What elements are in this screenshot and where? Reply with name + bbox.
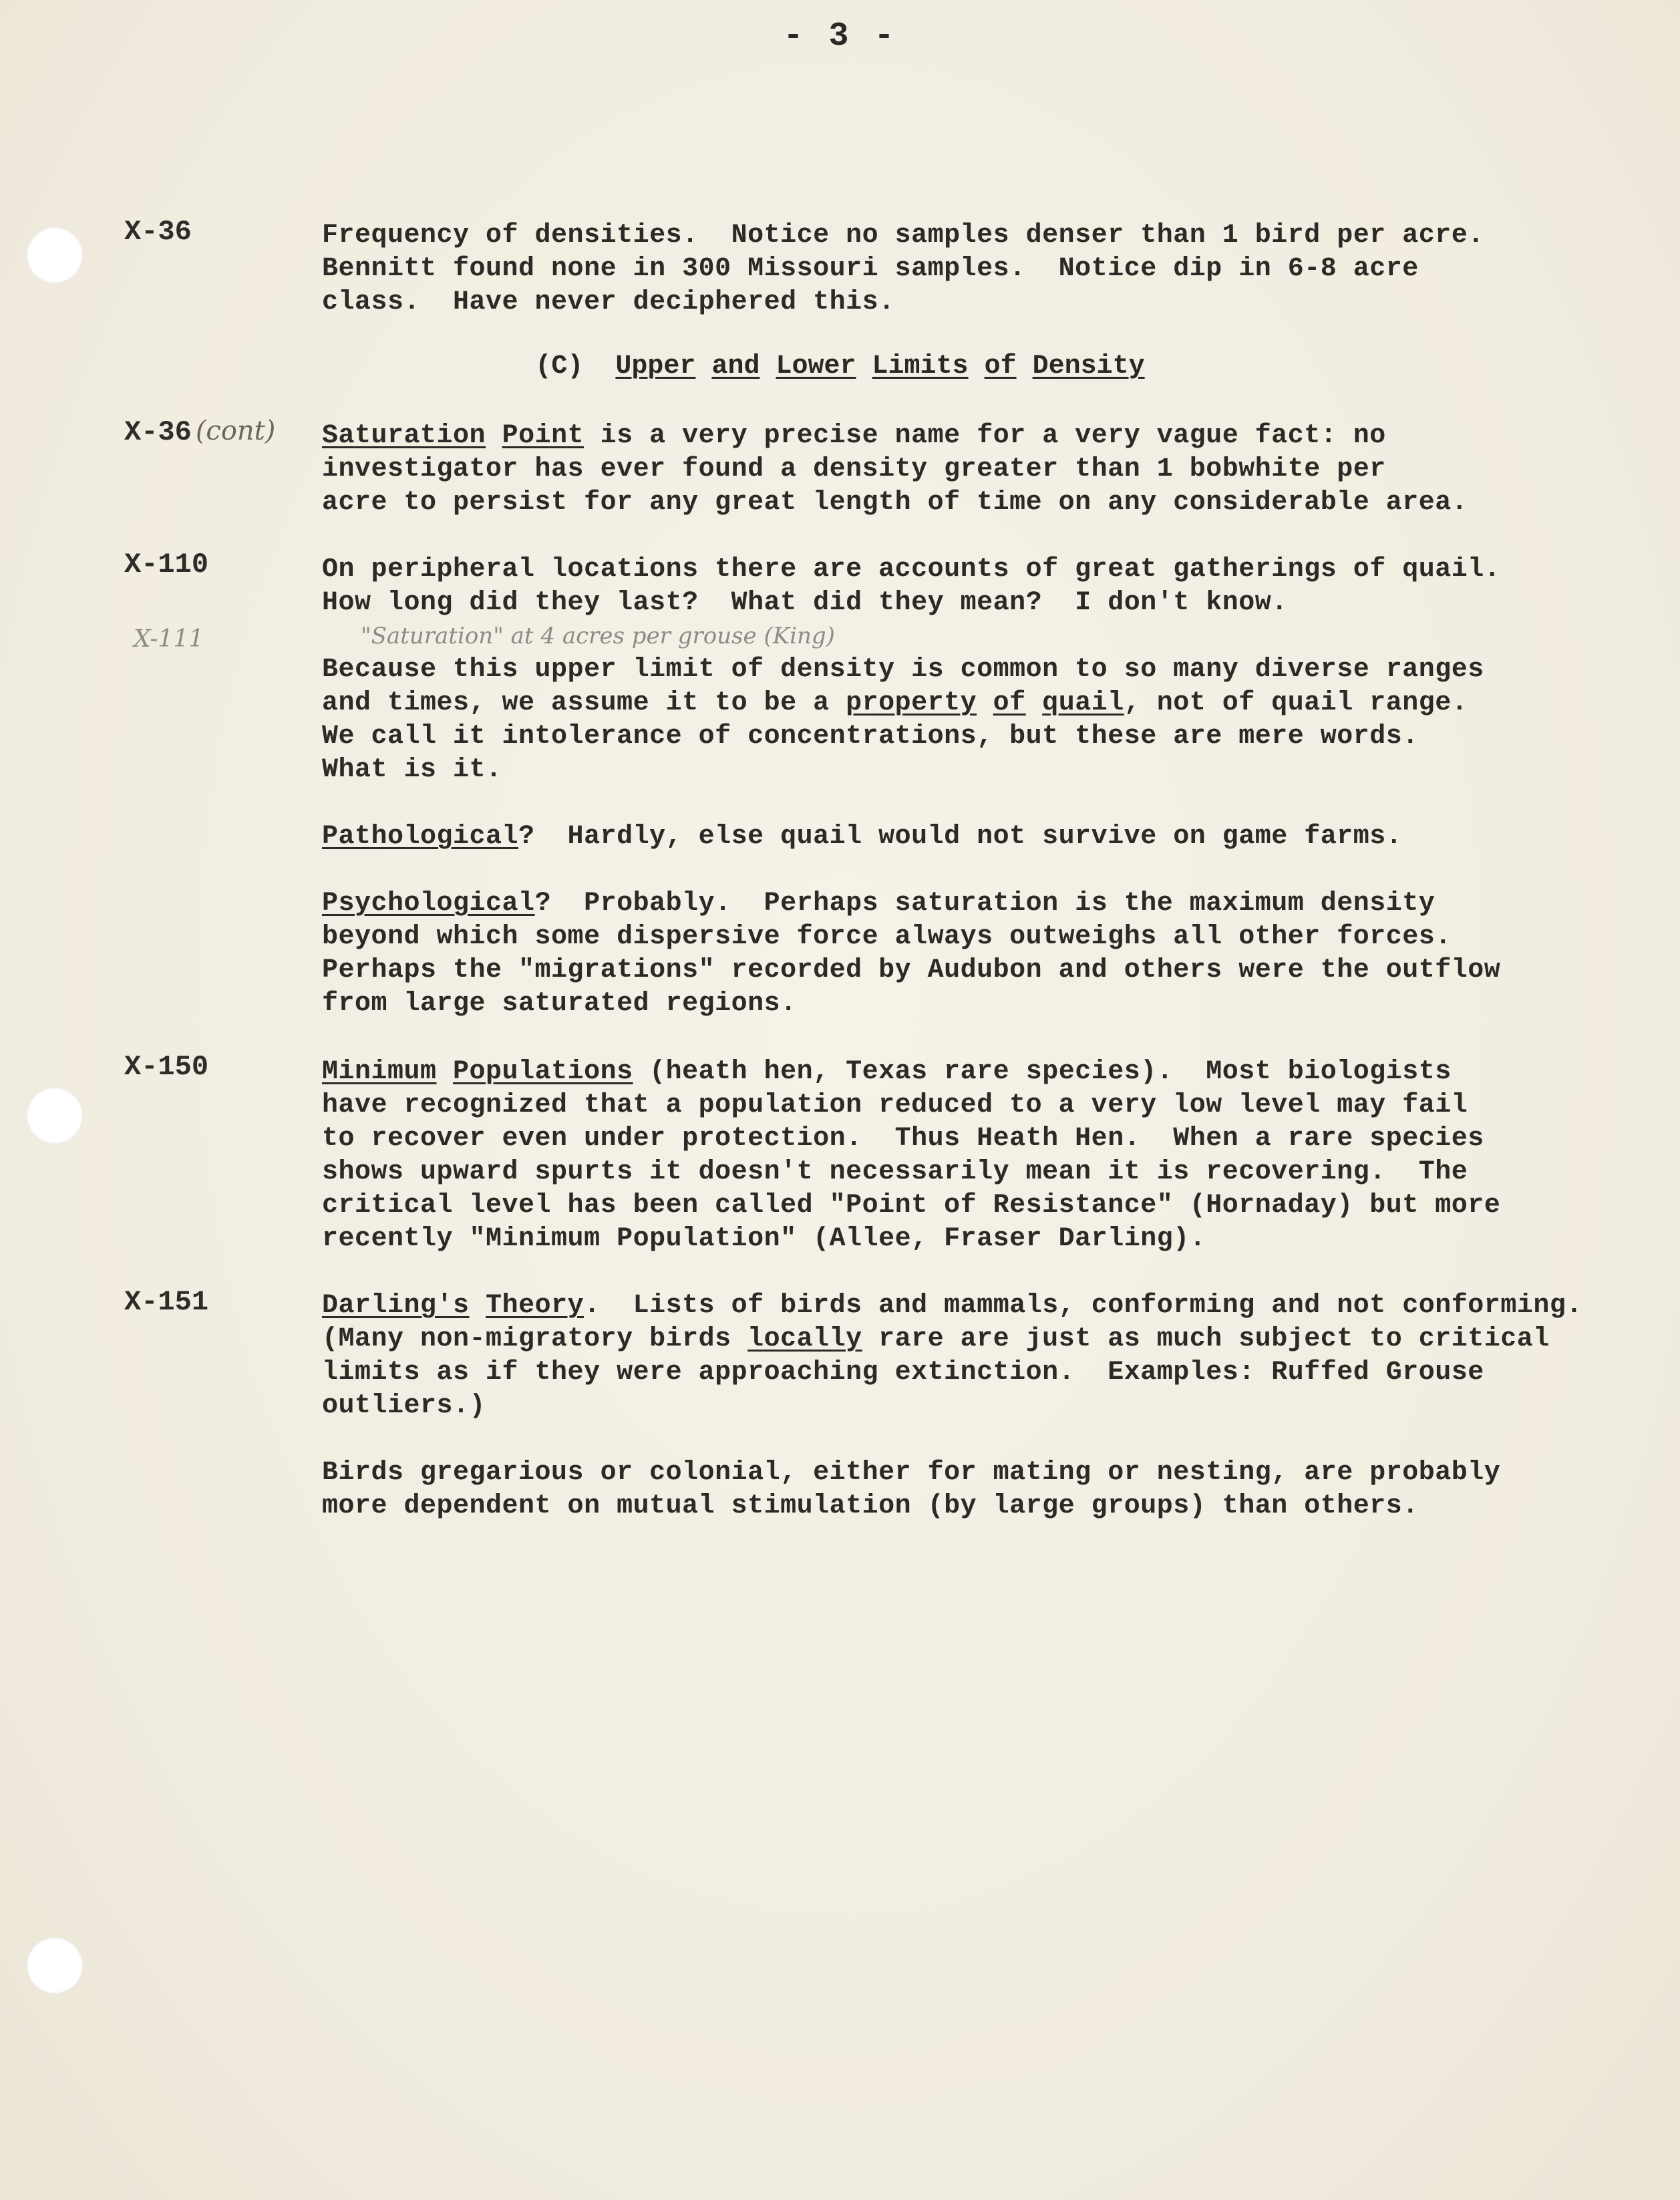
paragraph-upper-limit [322,653,1618,787]
heading-word: Density [1032,351,1145,381]
heading-word: and [711,351,760,381]
term-quail: quail [1042,688,1124,718]
text-line: Perhaps the "migrations" recorded by Audubon and others were the outflow [322,955,1501,985]
section-letter: (C) [535,351,584,381]
heading-word: Limits [872,351,969,381]
term-of: of [993,688,1026,718]
punch-hole-middle [27,1088,83,1144]
paragraph-minimum-populations [322,1056,1618,1256]
term-minimum: Minimum [322,1057,437,1087]
text-line: recently "Minimum Population" (Allee, Fraser Darling). [322,1224,1206,1254]
ref-label: X-36 [124,416,192,448]
text-line: have recognized that a population reduced to a very low level may fail [322,1090,1468,1120]
term-saturation: Saturation [322,421,486,451]
text-line: Bennitt found none in 300 Missouri samples. Notice dip in 6-8 acre [322,254,1419,284]
term-locally: locally [747,1324,862,1354]
text-fragment: ? Probably. Perhaps saturation is the maximum density [534,889,1436,919]
handwritten-cont-note: (cont) [195,416,276,446]
text-line [322,887,1618,921]
paragraph-frequency-of-densities [322,219,1618,319]
paragraph-gregarious-birds [322,1456,1618,1523]
text-line: more dependent on mutual stimulation (by large groups) than others. [322,1491,1419,1521]
heading-word: Upper [615,351,696,381]
heading-word: of [984,351,1017,381]
term-theory: Theory [486,1291,584,1321]
text-line: to recover even under protection. Thus Heath Hen. When a rare species [322,1124,1484,1154]
text-line: investigator has ever found a density greater than 1 bobwhite per [322,454,1386,484]
text-fragment: rare are just as much subject to critical [862,1324,1550,1354]
text-line: Because this upper limit of density is common to so many diverse ranges [322,655,1484,685]
text-line: What is it. [322,755,502,785]
paragraph-peripheral-locations [322,553,1618,620]
paragraph-psychological [322,887,1618,1021]
handwritten-ref-x-111: X-111 [134,625,204,653]
term-pathological: Pathological [322,822,519,852]
term-populations: Populations [453,1057,633,1087]
text-line: Birds gregarious or colonial, either for mating or nesting, are probably [322,1458,1501,1488]
text-fragment [977,688,993,718]
text-line: from large saturated regions. [322,989,797,1019]
text-line [322,1323,1618,1356]
text-line: outliers.) [322,1391,486,1421]
text-line: shows upward spurts it doesn't necessarily mean it is recovering. The [322,1157,1468,1187]
term-property: property [846,688,977,718]
text-line: critical level has been called "Point of Resistance" (Hornaday) but more [322,1191,1501,1221]
section-heading [0,350,1680,383]
text-line [322,687,1618,720]
paragraph-pathological [322,820,1618,854]
text-line: class. Have never deciphered this. [322,287,895,317]
text-fragment: is a very precise name for a very vague fact: no [584,421,1386,451]
term-psychological: Psychological [322,889,535,919]
text-line [322,1289,1618,1323]
page-number: - 3 - [783,17,897,55]
paragraph-saturation-point [322,420,1618,520]
ref-x-36-cont [124,414,275,449]
text-line: We call it intolerance of concentrations, but these are mere words. [322,722,1419,752]
text-fragment: (heath hen, Texas rare species). Most biologists [633,1057,1452,1087]
term-point: Point [502,421,584,451]
ref-x-110: X-110 [124,548,209,581]
heading-word: Lower [776,351,856,381]
text-line [322,420,1618,453]
punch-hole-top [27,227,83,283]
text-fragment: , not of quail range. [1124,688,1468,718]
text-fragment: and times, we assume it to be a [322,688,846,718]
paragraph-darlings-theory [322,1289,1618,1423]
text-fragment: . Lists of birds and mammals, conforming and not conforming. [584,1291,1582,1321]
ref-x-36: X-36 [124,216,192,248]
text-line: acre to persist for any great length of time on any considerable area. [322,488,1468,518]
text-fragment: ? Hardly, else quail would not survive on game farms. [518,822,1403,852]
text-line: On peripheral locations there are accounts of great gatherings of quail. [322,555,1501,585]
handwritten-saturation-note: "Saturation" at 4 acres per grouse (King) [361,623,835,649]
text-fragment [1026,688,1043,718]
ref-x-150: X-150 [124,1051,209,1083]
text-line [322,820,1618,854]
text-line: limits as if they were approaching extinction. Examples: Ruffed Grouse [322,1358,1484,1388]
text-line: beyond which some dispersive force always outweighs all other forces. [322,922,1452,952]
ref-x-151: X-151 [124,1286,209,1318]
text-line: Frequency of densities. Notice no samples denser than 1 bird per acre. [322,220,1484,251]
text-fragment: (Many non-migratory birds [322,1324,748,1354]
text-line: How long did they last? What did they mean? I don't know. [322,588,1288,618]
text-line [322,1056,1618,1089]
punch-hole-bottom [27,1937,83,1994]
term-darlings: Darling's [322,1291,470,1321]
